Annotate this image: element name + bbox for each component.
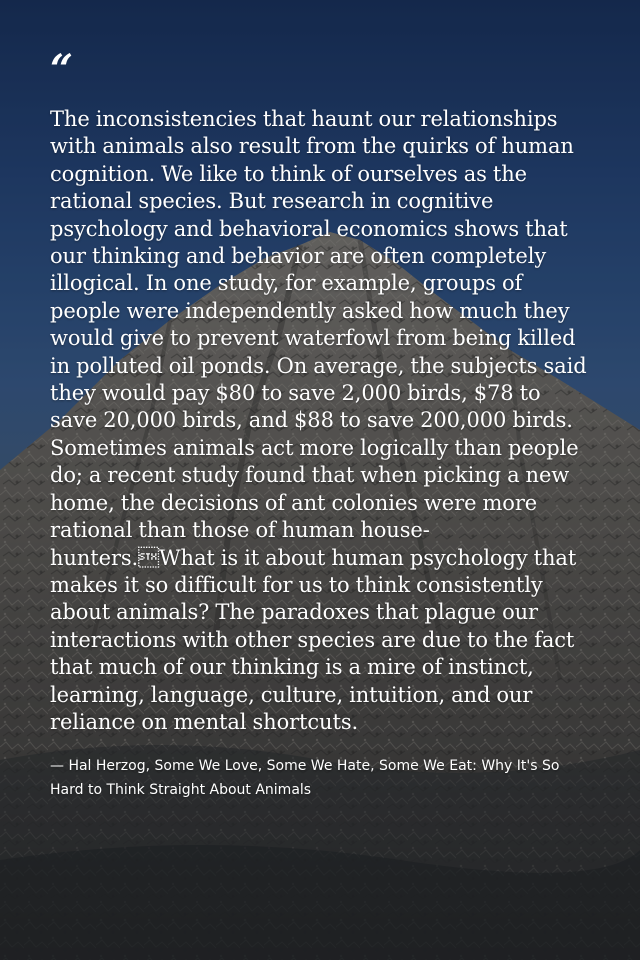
quote-mark-icon: “ [50, 46, 74, 93]
quote-card [50, 46, 590, 802]
quote-text: The inconsistencies that haunt our relationships with animals also result from the quirks of human cognition. We like to think of ourselves as the rational species. But research in cognitive psychology and behavioral economics shows that our thinking and behavior are often completely illogical. In one study, for example, groups of people were independently asked how much they would give to prevent waterfowl from being killed in polluted oil ponds. On average, the subjects said they would pay $80 to save 2,000 birds, $78 to save 20,000 birds, and $88 to save 200,000 birds. Sometimes animals act more logically than people do; a recent study found that when picking a new home, the decisions of ant colonies were more rational than those of human house-hunters.What is it about human psychology that makes it so difficult for us to think consistently about animals? The paradoxes that plague our interactions with other species are due to the fact that much of our thinking is a mire of instinct, learning, language, culture, intuition, and our reliance on mental shortcuts. [50, 107, 587, 734]
quote-attribution: — Hal Herzog, Some We Love, Some We Hate, Some We Eat: Why It's So Hard to Think Straight About Animals [50, 758, 560, 799]
